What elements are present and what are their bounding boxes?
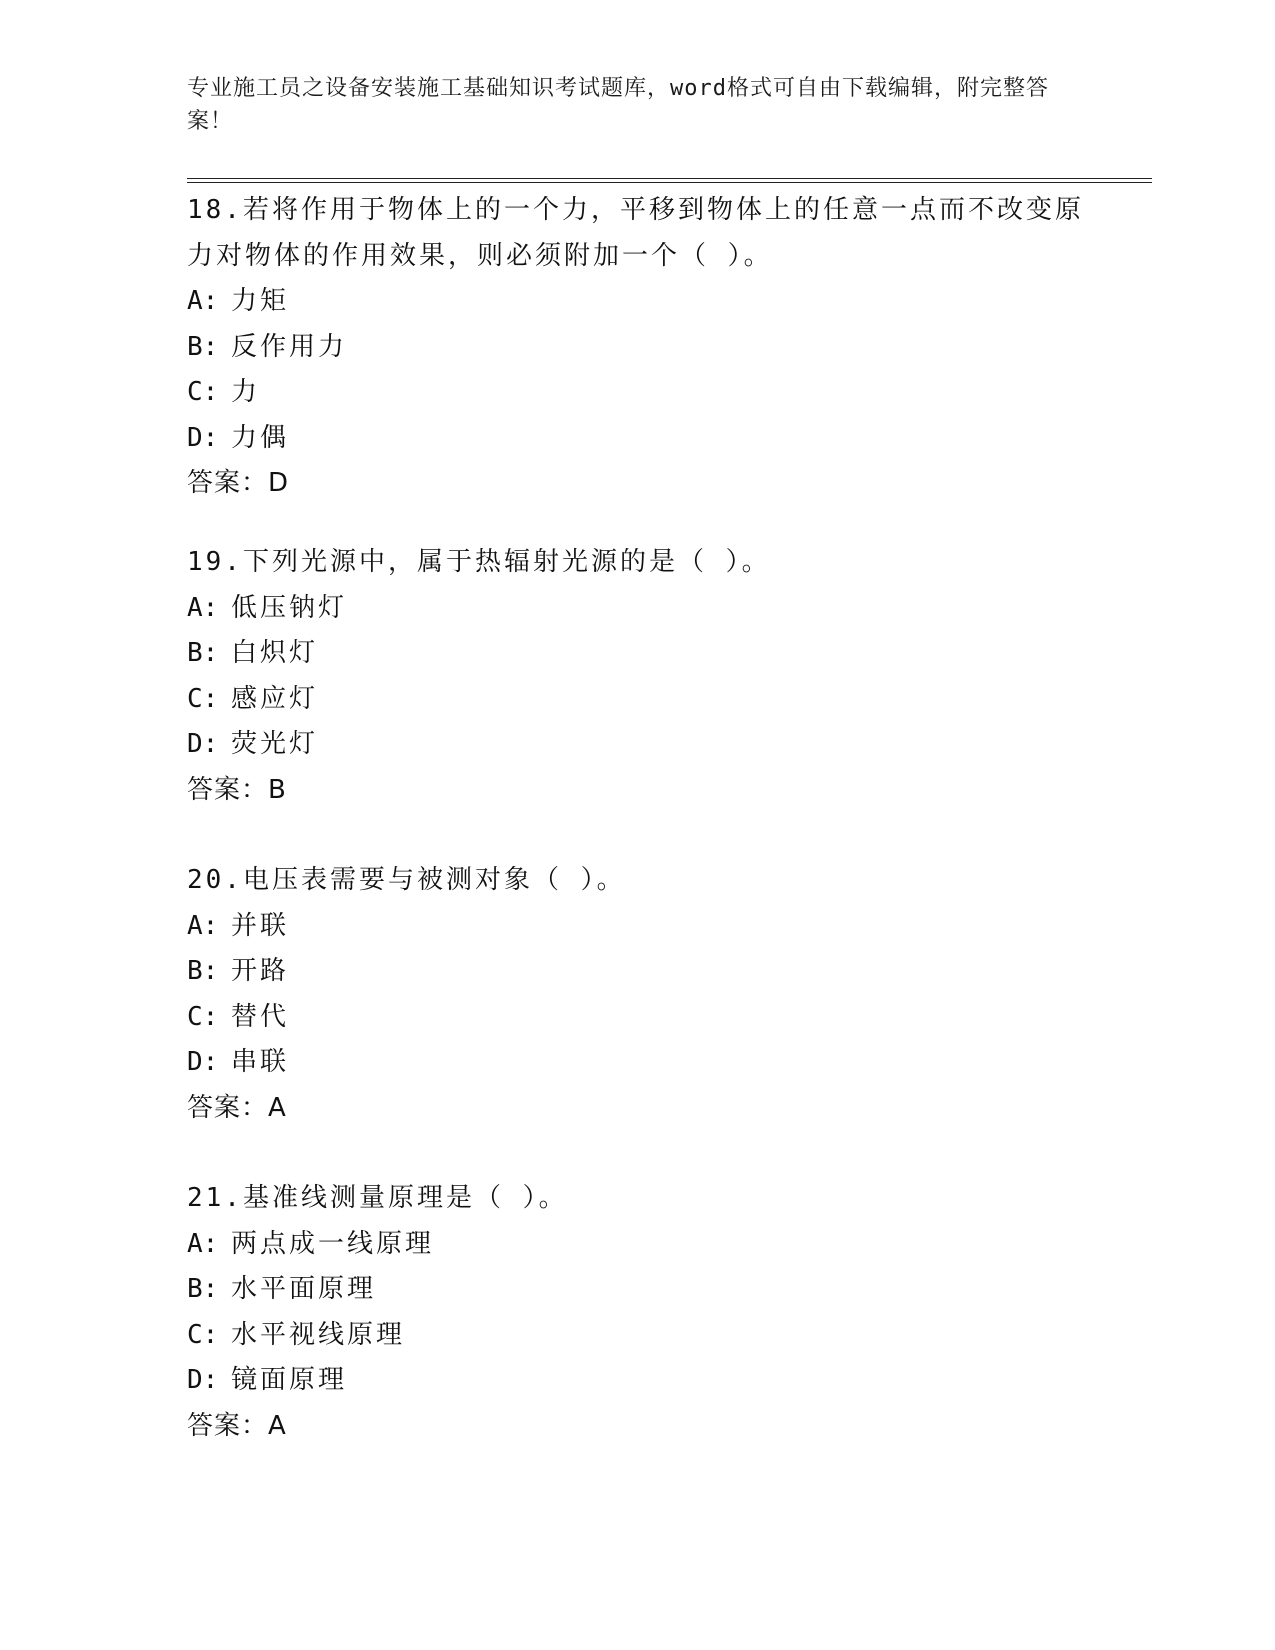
option-label: A: [187, 592, 219, 623]
option-label: B: [187, 956, 219, 986]
option-c [187, 677, 1087, 723]
option-a [187, 586, 1087, 632]
option-text: 感应灯 [231, 683, 319, 714]
answer: 答案：A [187, 1092, 287, 1123]
option-label: B: [187, 1274, 219, 1304]
option-label: A: [187, 1228, 219, 1259]
option-text: 低压钠灯 [231, 592, 348, 623]
question-stem: 19.下列光源中，属于热辐射光源的是（ ）。 [187, 547, 771, 577]
option-text: 开路 [231, 956, 290, 986]
option-label: B: [187, 331, 219, 362]
document-header: 专业施工员之设备安装施工基础知识考试题库，word格式可自由下载编辑，附完整答案！ [187, 76, 1049, 134]
option-a [187, 1222, 1087, 1268]
option-d [187, 1358, 1087, 1404]
option-a [187, 904, 1087, 950]
option-label: D: [187, 1047, 219, 1077]
option-a [187, 279, 1087, 325]
header-divider-top [187, 178, 1152, 179]
option-b [187, 949, 1087, 995]
option-c [187, 370, 1087, 416]
answer: 答案：B [187, 774, 287, 805]
option-text: 并联 [231, 910, 290, 941]
option-d [187, 722, 1087, 768]
option-label: C: [187, 1319, 219, 1350]
answer: 答案：A [187, 1410, 287, 1441]
option-label: A: [187, 286, 219, 316]
question-21 [187, 1176, 1087, 1449]
option-text: 反作用力 [231, 331, 348, 362]
question-stem: 18.若将作用于物体上的一个力，平移到物体上的任意一点而不改变原力对物体的作用效果，则必须附加一个（ ）。 [187, 195, 1084, 271]
option-label: B: [187, 638, 219, 668]
option-label: A: [187, 910, 219, 941]
option-text: 荧光灯 [231, 729, 319, 759]
option-d [187, 416, 1087, 462]
option-text: 水平视线原理 [231, 1319, 406, 1350]
answer: 答案：D [187, 468, 290, 498]
option-c [187, 1313, 1087, 1359]
option-text: 镜面原理 [231, 1365, 348, 1395]
option-text: 力矩 [231, 286, 290, 316]
option-b [187, 631, 1087, 677]
question-stem: 21.基准线测量原理是（ ）。 [187, 1183, 568, 1213]
option-text: 白炽灯 [231, 638, 319, 668]
option-c [187, 995, 1087, 1041]
option-b [187, 325, 1087, 371]
question-20 [187, 858, 1087, 1131]
option-text: 力偶 [231, 422, 290, 453]
option-label: D: [187, 422, 219, 453]
header-divider-bottom [187, 182, 1152, 183]
option-text: 替代 [231, 1001, 290, 1032]
option-label: C: [187, 377, 219, 407]
question-stem: 20.电压表需要与被测对象（ ）。 [187, 865, 626, 895]
option-label: D: [187, 1365, 219, 1395]
option-b [187, 1267, 1087, 1313]
option-label: D: [187, 729, 219, 759]
option-label: C: [187, 683, 219, 714]
option-d [187, 1040, 1087, 1086]
option-label: C: [187, 1001, 219, 1032]
question-18 [187, 188, 1087, 507]
question-19 [187, 540, 1087, 813]
option-text: 两点成一线原理 [231, 1228, 435, 1259]
option-text: 力 [231, 377, 261, 407]
option-text: 串联 [231, 1047, 290, 1077]
option-text: 水平面原理 [231, 1274, 377, 1304]
